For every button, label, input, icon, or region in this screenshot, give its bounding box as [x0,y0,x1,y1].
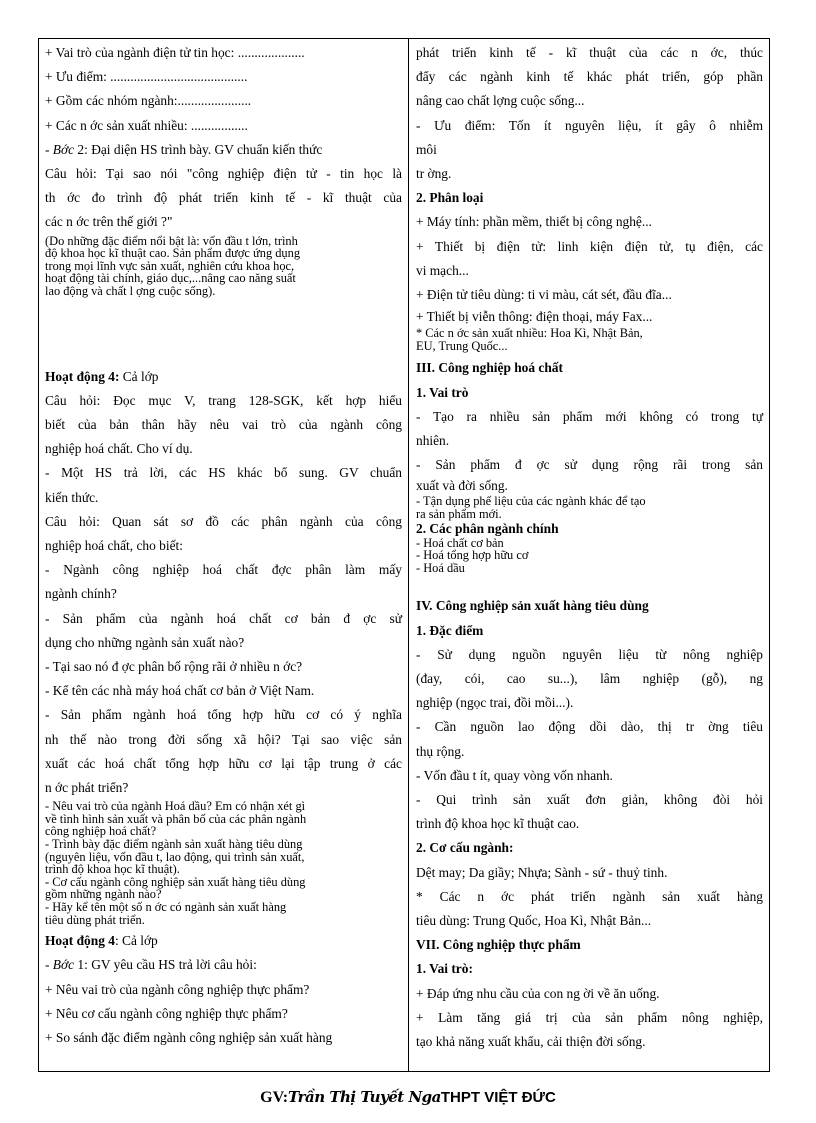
school-name: THPT VIỆT ĐỨC [440,1089,556,1106]
activity-heading [45,929,402,953]
text-line: + Đáp ứng nhu cầu của con ng ời về ăn uống. [416,985,660,1001]
text-line: + Nêu cơ cấu ngành công nghiệp thực phẩm? [45,1005,288,1021]
step-text: 1: GV yêu cầu HS trả lời câu hỏi: [74,957,257,973]
text-line: vi mạch... [416,262,469,278]
content-column [409,39,769,1071]
subsection-heading: 2. Cơ cấu ngành: [416,840,514,856]
question-line-small: công nghiệp hoá chất? [45,824,157,839]
text-line: tiêu dùng: Trung Quốc, Hoa Kì, Nhật Bản... [416,913,652,929]
activities-column [39,39,409,1071]
subsection-heading: 1. Đặc điểm [416,622,484,638]
text-line: - Cần nguồn lao động dồi dào, thị tr ờng tiêu [416,719,763,735]
text-line: tạo khả năng xuất khẩu, cải thiện đời sống. [416,1034,646,1050]
text-line: nghiệp (ngọc trai, đồi mồi...). [416,695,574,711]
lesson-table [38,38,770,1072]
step-label: - Bớc [45,957,75,973]
text-line: n ớc phát triển? [45,780,129,796]
section-heading: III. Công nghiệp hoá chất [416,360,563,376]
text-line-small: * Các n ớc sản xuất nhiều: Hoa Kì, Nhật Bản, [416,326,643,341]
text-line: - Vốn đầu t ít, quay vòng vốn nhanh. [416,767,613,783]
question-line: Câu hỏi: Tại sao nói "công nghiệp điện tử - tin học là [45,166,402,182]
question-line-small: - Cơ cấu ngành công nghiệp sản xuất hàng tiêu dùng [45,874,306,889]
answer-line: hoạt động tài chính, giáo dục,...nâng cao năng suất [45,271,296,286]
question-line: các n ớc trên thế giới ?" [45,214,173,230]
text-line: + Điện tử tiêu dùng: ti vi màu, cát sét, đầu đĩa... [416,287,672,303]
text-line: + Gồm các nhóm ngành:...................... [45,93,252,109]
text-line: - Tại sao nó đ ợc phân bố rộng rãi ở nhiều n ớc? [45,659,303,675]
subsection-heading: 1. Vai trò [416,384,469,400]
text-line-small: - Hoá dầu [416,560,465,575]
text-line: xuất và đời sống. [416,478,508,494]
text-line: - Một HS trả lời, các HS khác bổ sung. GV chuẩn [45,465,402,481]
subsection-heading: 2. Các phân ngành chính [416,520,559,536]
question-line-small: (nguyên liệu, vốn đầu t, lao động, qui trình sản xuất, [45,849,305,864]
text-line: + Máy tính: phần mềm, thiết bị công nghệ... [416,214,652,230]
text-line: xuất các hoá chất tổng hợp hữu cơ lại tập trung ở các [45,755,402,771]
activity-heading-rest: : Cả lớp [114,933,158,949]
text-line: - Kể tên các nhà máy hoá chất cơ bản ở Việt Nam. [45,683,315,699]
answer-line: lao động và chất l ợng cuộc sống). [45,284,216,298]
text-line: nâng cao chất lợng cuộc sống... [416,93,585,109]
question-line-small: - Nêu vai trò của ngành Hoá dầu? Em có nhận xét gì [45,799,306,814]
text-line: - Qui trình sản xuất đơn giản, không đòi hỏi [416,792,763,808]
text-line: + Vai trò của ngành điện tử tin học: .................... [45,45,305,60]
text-line: đẩy các ngành kinh tế khác phát triển, góp phần [416,69,763,85]
text-line: nghiệp hoá chất. Cho ví dụ. [45,441,193,457]
text-line: + Thiết bị điện tử: linh kiện điện tử, tụ điện, các [416,238,763,254]
question-line: th ớc đo trình độ phát triển kinh tế - kĩ thuật của [45,190,402,206]
answer-line: (Do những đặc điểm nổi bật là: vốn đầu t lớn, trình [45,233,298,248]
text-line: Dệt may; Da giầy; Nhựa; Sành - sứ - thuỷ tinh. [416,864,668,880]
text-line-small: - Tận dụng phế liệu của các ngành khác để tạo [416,494,646,509]
step-line [45,953,402,977]
text-line: - Ngành công nghiệp hoá chất đợc phân làm mấy [45,562,402,578]
text-line-small: - Hoá chất cơ bản [416,535,504,550]
teacher-name: Trần Thị Tuyết Nga [288,1088,441,1106]
text-line: nhiên. [416,433,450,449]
activity-heading [45,365,402,389]
activity-heading-bold: Hoạt động 4 [45,933,115,949]
text-line: trình độ khoa học kĩ thuật cao. [416,816,580,832]
text-line: + Thiết bị viễn thông: điện thoại, máy Fax... [416,309,653,325]
text-line: biết của bản thân hãy nêu vai trò của ngành công [45,417,402,432]
answer-line: trong mọi lĩnh vực sản xuất, nghiên cứu khoa học, [45,258,295,273]
text-line: + Các n ớc sản xuất nhiều: ................. [45,117,248,133]
question-line-small: về tình hình sản xuất và phân bố của các phân ngành [45,811,307,826]
text-line: * Các n ớc phát triển ngành sản xuất hàng [416,888,763,904]
section-heading: 2. Phân loại [416,190,484,206]
question-line-small: gồm những ngành nào? [45,887,162,902]
text-line: + So sánh đặc điểm ngành công nghiệp sản xuất hàng [45,1030,333,1045]
text-line-small: ra sản phẩm mới. [416,507,502,522]
text-line: kiến thức. [45,489,99,505]
text-line: tr ờng. [416,166,452,182]
question-line-small: tiêu dùng phát triển. [45,912,145,927]
step-label: - Bớc [45,141,75,157]
text-line: (đay, cói, cao su...), lâm nghiệp (gỗ), ng [416,671,763,687]
page-footer [0,1086,816,1109]
text-line: thụ rộng. [416,743,465,759]
step-line [45,138,402,162]
teacher-label: GV: [260,1089,289,1106]
section-heading: VII. Công nghiệp thực phẩm [416,937,581,953]
question-line-small: trình độ khoa học kĩ thuật). [45,862,180,877]
text-line: môi [416,141,437,157]
text-line: Câu hỏi: Đọc mục V, trang 128-SGK, kết hợp hiểu [45,392,402,408]
text-line-small: EU, Trung Quốc... [416,338,508,353]
activity-heading-rest: Cả lớp [119,368,159,384]
text-line: + Ưu điểm: ......................................... [45,69,248,85]
text-line: - Sản phẩm đ ợc sử dụng rộng rãi trong sản [416,457,763,473]
text-line: - Sản phẩm ngành hoá tổng hợp hữu cơ có ý nghĩa [45,707,402,723]
section-heading: IV. Công nghiệp sản xuất hàng tiêu dùng [416,598,649,614]
text-line: nh thế nào trong đời sống xã hội? Tại sao việc sản [45,731,402,747]
text-line: + Nêu vai trò của ngành công nghiệp thực phẩm? [45,981,310,997]
text-line: phát triển kinh tế - kĩ thuật của các n ớc, thúc [416,45,763,60]
text-line: - Sản phẩm của ngành hoá chất cơ bản đ ợc sử [45,610,402,626]
text-line: ngành chính? [45,586,117,602]
text-line: - Ưu điểm: Tốn ít nguyên liệu, ít gây ô nhiễm [416,117,763,133]
subsection-heading: 1. Vai trò: [416,961,473,977]
question-line-small: - Trình bày đặc điểm ngành sản xuất hàng tiêu dùng [45,837,303,852]
text-line: - Sử dụng nguồn nguyên liệu từ nông nghiệp [416,646,763,662]
question-line-small: - Hãy kể tên một số n ớc có ngành sản xuất hàng [45,900,287,914]
answer-line: độ khoa học kĩ thuật cao. Sản phẩm được ứng dụng [45,246,301,261]
text-line: Câu hỏi: Quan sát sơ đồ các phân ngành của công [45,513,402,529]
step-text: 2: Đại diện HS trình bày. GV chuẩn kiến thức [74,141,323,157]
text-line-small: - Hoá tổng hợp hữu cơ [416,548,529,563]
activity-heading-bold: Hoạt động 4: [45,368,120,384]
text-line: dụng cho những ngành sản xuất nào? [45,634,245,650]
text-line: - Tạo ra nhiều sản phẩm mới không có trong tự [416,408,763,424]
text-line: + Làm tăng giá trị của sản phẩm nông nghiệp, [416,1009,763,1025]
text-line: nghiệp hoá chất, cho biết: [45,538,183,554]
